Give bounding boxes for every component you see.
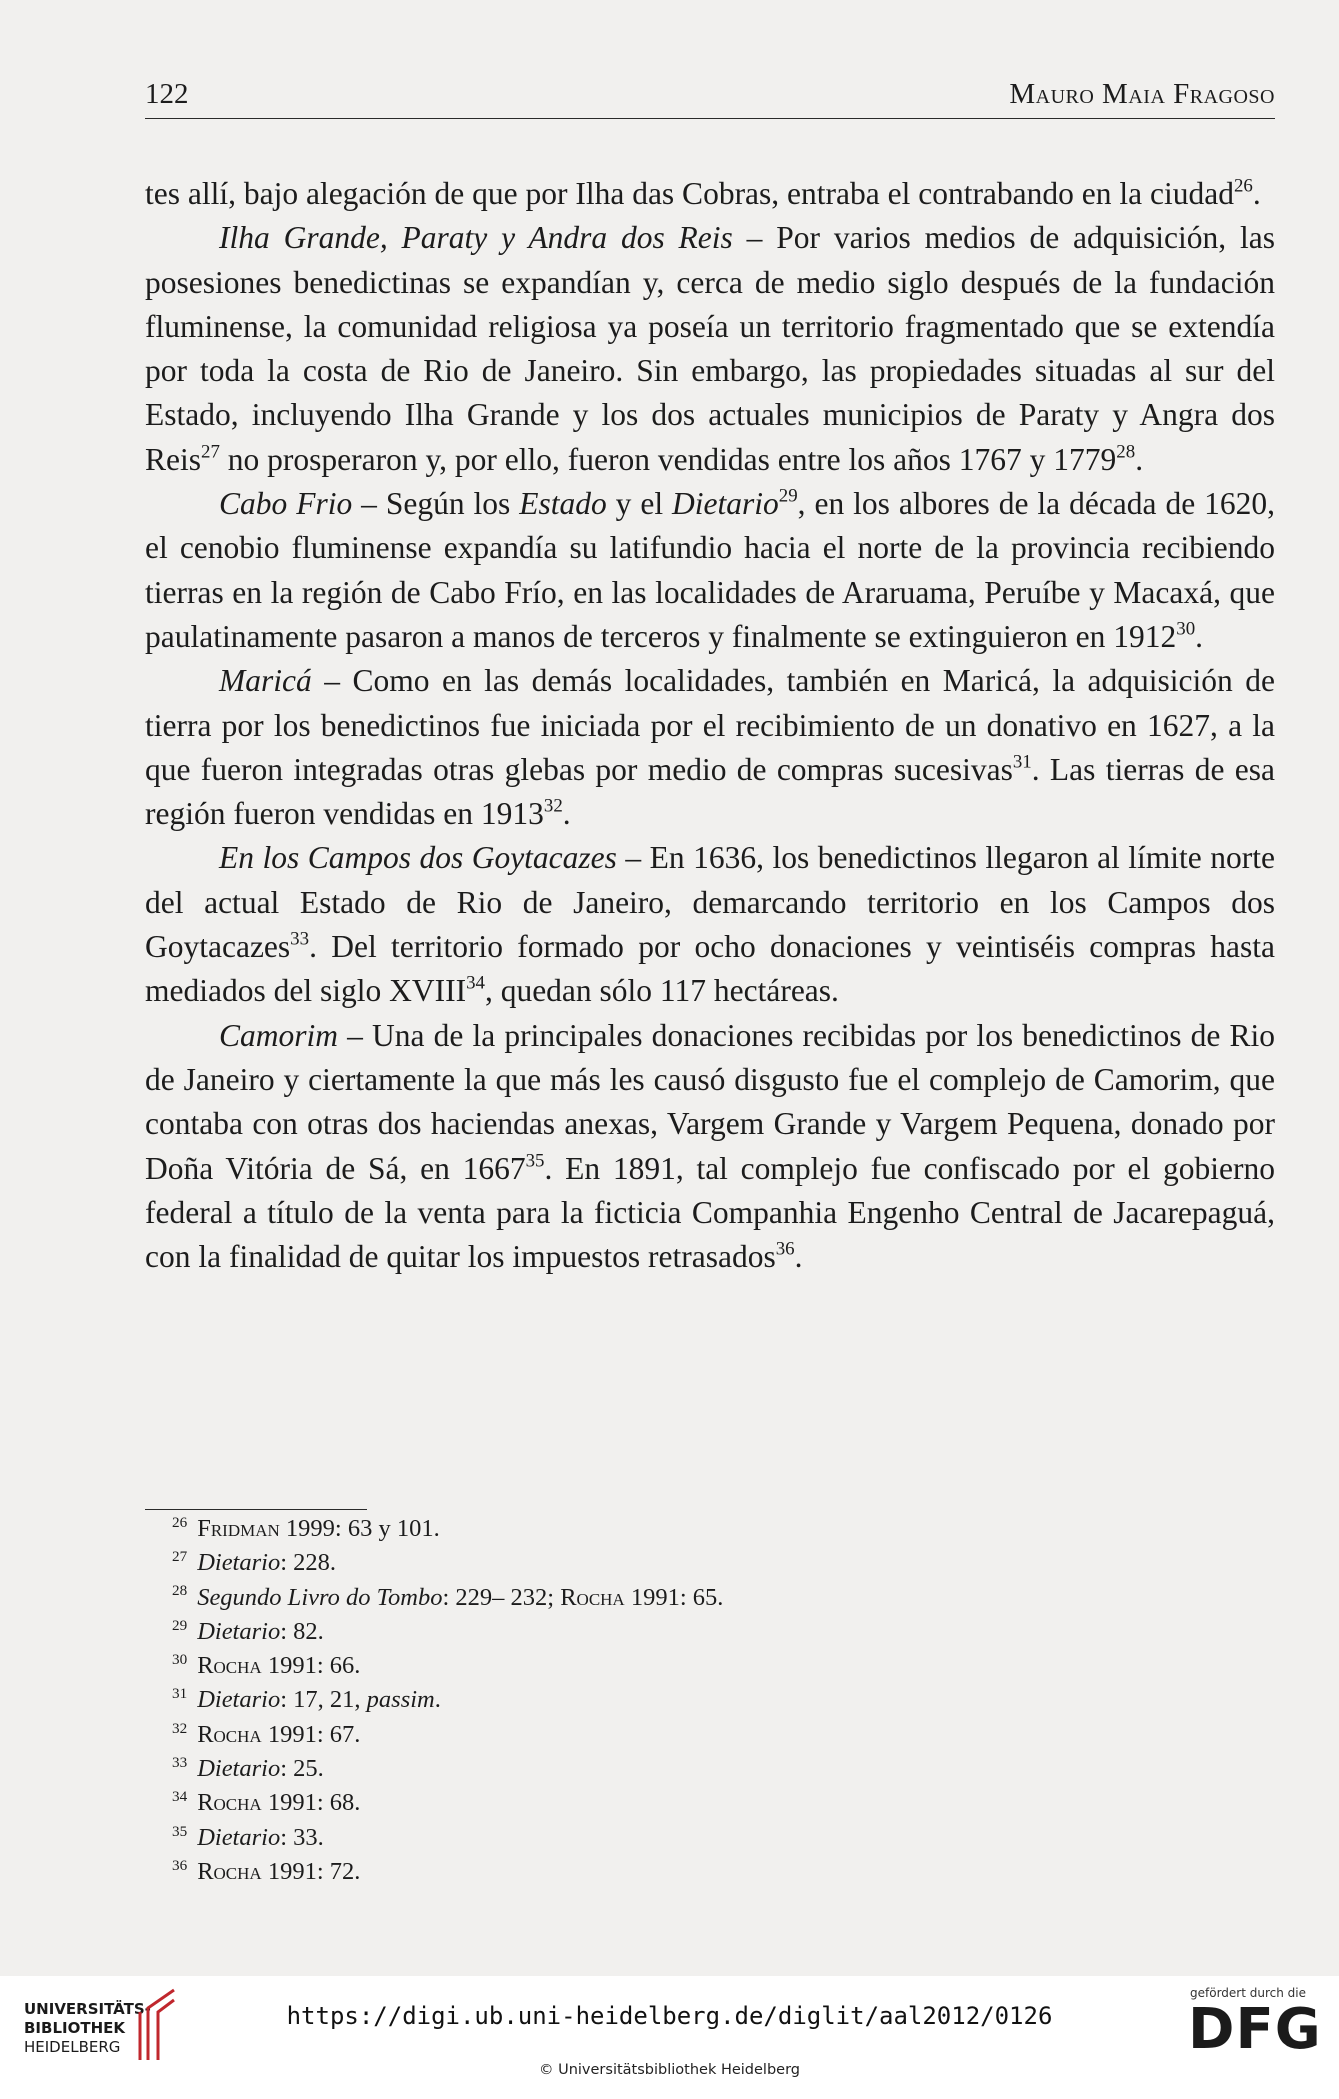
section-lead: Ilha Grande, Paraty y Andra dos Reis (219, 220, 733, 256)
text-run: . (1135, 441, 1144, 477)
italic-title: Dietario (672, 486, 779, 522)
library-name-line: BIBLIOTHEK (24, 2019, 125, 2037)
text-run: – Según los (352, 486, 520, 522)
footnote-text: : 17, 21, (280, 1686, 367, 1714)
text-run: . En 1891, tal complejo fue confiscado por el gobierno federal a título de la venta para la ficticia Companhia Engenho Central de Jacarepaguá, con la finalidad de quitar los impuestos retrasados (145, 1150, 1275, 1275)
footnote-source: Dietario (197, 1686, 281, 1714)
text-run: no prosperaron y, por ello, fueron vendidas entre los años 1767 y 1779 (219, 441, 1117, 477)
footnote-ref[interactable]: 29 (778, 485, 798, 507)
text-run: tes allí, bajo alegación de que por Ilha das Cobras, entraba el contrabando en la ciudad (145, 176, 1234, 211)
footnote-text: 1991: 68. (261, 1789, 361, 1817)
footnote-text: : 25. (280, 1755, 324, 1783)
library-name-line: HEIDELBERG (24, 2038, 121, 2056)
section-lead: Camorim (219, 1017, 339, 1053)
text-run: . (794, 1239, 803, 1275)
footnote-author: Fridman (197, 1515, 280, 1542)
footnote-ref[interactable]: 27 (201, 441, 220, 463)
running-head-author: Mauro Maia Fragoso (1009, 78, 1275, 110)
footnote (172, 1855, 1272, 1889)
footnote-number: 34 (172, 1788, 188, 1806)
text-run: , en los albores de la década de 1620, el cenobio fluminense expandía su latifundio hacia el norte de la provincia recibiendo tierras en la región de Cabo Frío, en las localidades de Araruama, Peruíbe y Macaxá, que paulatinamente pasaron a manos de terceros y finalmente se extinguieron en 1912 (145, 486, 1275, 654)
paragraph-goytacazes (145, 836, 1275, 1013)
footnote-source: Dietario (197, 1823, 281, 1851)
section-lead: Maricá (219, 663, 312, 699)
footnote-number: 29 (172, 1616, 188, 1634)
footnote-ref[interactable]: 33 (290, 928, 310, 950)
text-run: . (1195, 618, 1204, 654)
footnote-number: 27 (172, 1548, 188, 1566)
section-lead: En los Campos dos Goytacazes (219, 840, 617, 876)
footnote (172, 1649, 1272, 1683)
footnote-text: : 228. (280, 1549, 337, 1577)
footnote-number: 32 (172, 1719, 188, 1737)
digitization-footer (0, 1976, 1339, 2099)
footnote-text: 1999: 63 y 101. (279, 1515, 440, 1542)
library-name-line: UNIVERSITÄTS- (24, 2000, 151, 2018)
footnote-source: Dietario (197, 1755, 281, 1783)
footnote-number: 26 (172, 1513, 188, 1531)
text-run: – Una de la principales donaciones recibidas por los benedictinos de Rio de Janeiro y ciertamente la que más les causó disgusto fue el complejo de Camorim, que contaba con otras dos haciendas anexas, Vargem Grande y Vargem Pequena, donado por Doña Vitória de Sá, en 1667 (145, 1017, 1275, 1186)
funder-caption: gefördert durch die (1190, 1986, 1306, 2000)
footnote-text: . (434, 1686, 441, 1714)
footnote-text: : 82. (280, 1617, 324, 1645)
footnote-ref[interactable]: 30 (1176, 618, 1196, 640)
footnote-author: Rocha (197, 1720, 262, 1748)
footnote-ref[interactable]: 31 (1012, 751, 1032, 773)
copyright-notice: © Universitätsbibliothek Heidelberg (538, 2062, 800, 2078)
footnote-source: Dietario (197, 1617, 281, 1645)
text-run: – Por varios medios de adquisición, las posesiones benedictinas se expandían y, cerca de medio siglo después de la fundación fluminense, la comunidad religiosa ya poseía un territorio fragmentado que se extendía por toda la costa de Rio de Janeiro. Sin embargo, las propiedades situadas al sur del Estado, incluyendo Ilha Grande y los dos actuales municipios de Paraty y Angra dos Reis (145, 220, 1275, 477)
footnote (172, 1786, 1272, 1820)
footnote-ref[interactable]: 36 (775, 1238, 795, 1260)
footnote-ref[interactable]: 35 (525, 1150, 545, 1172)
footnote-source: Segundo Livro do Tombo (197, 1583, 443, 1611)
footnote (172, 1581, 1272, 1615)
dfg-logo[interactable]: DFG (1188, 1997, 1322, 2062)
footnote-text: : 33. (280, 1823, 324, 1851)
footnote-ref[interactable]: 26 (1233, 175, 1253, 197)
paragraph-1 (145, 172, 1275, 216)
footnote-number: 31 (172, 1685, 188, 1703)
footnote-text: 1991: 65. (624, 1583, 724, 1611)
paragraph-camorim (145, 1014, 1275, 1280)
footnote-text: 1991: 67. (261, 1720, 361, 1748)
text-run: . (1252, 176, 1261, 211)
footnote-number: 35 (172, 1822, 188, 1840)
footnote-author: Rocha (197, 1789, 262, 1817)
text-run: , quedan sólo 117 hectáreas. (484, 973, 839, 1009)
footnote-ref[interactable]: 28 (1116, 441, 1136, 463)
footnote (172, 1683, 1272, 1717)
page-number: 122 (145, 78, 189, 110)
paragraph-marica (145, 659, 1275, 836)
text-run: – En 1636, los benedictinos llegaron al límite norte del actual Estado de Rio de Janeiro, demarcando territorio en los Campos dos Goytacazes (145, 840, 1275, 965)
footnotes (172, 1512, 1272, 1889)
footnote (172, 1821, 1272, 1855)
footnote-author: Rocha (197, 1652, 262, 1680)
footnote (172, 1752, 1272, 1786)
footnote-text: 1991: 72. (261, 1857, 361, 1885)
footnote (172, 1512, 1272, 1546)
running-header (145, 78, 1275, 119)
footnote (172, 1546, 1272, 1580)
footnote (172, 1718, 1272, 1752)
italic-title: Estado (519, 486, 607, 522)
footnote-divider (145, 1509, 367, 1510)
footnote-ref[interactable]: 32 (543, 795, 563, 817)
text-run: . Del territorio formado por ocho donaciones y veintiséis compras hasta mediados del siglo XVIII (145, 929, 1275, 1009)
section-lead: Cabo Frio (219, 486, 353, 522)
paragraph-cabo-frio (145, 482, 1275, 659)
footnote-number: 30 (172, 1651, 188, 1669)
footnote-text: 1991: 66. (261, 1652, 361, 1680)
footnote-source: Dietario (197, 1549, 281, 1577)
footnote (172, 1615, 1272, 1649)
footnote-author: Rocha (197, 1857, 262, 1885)
footnote-number: 28 (172, 1582, 188, 1600)
footnote-text: : 229– 232; (442, 1583, 561, 1611)
text-run: . (562, 796, 571, 832)
permalink-url[interactable]: https://digi.ub.uni-heidelberg.de/diglit/aal2012/0126 (286, 2002, 1053, 2030)
body-text (145, 172, 1275, 1279)
footnote-number: 33 (172, 1753, 188, 1771)
text-run: . Las tierras de esa región fueron vendidas en 1913 (145, 751, 1275, 832)
text-run: y el (606, 486, 673, 522)
footnote-author: Rocha (560, 1583, 625, 1611)
footnote-passim: passim (366, 1686, 435, 1714)
footnote-ref[interactable]: 34 (466, 973, 485, 995)
paragraph-ilha-grande (145, 216, 1275, 482)
text-run: – Como en las demás localidades, también en Maricá, la adquisición de tierra por los benedictinos fue iniciada por el recibimiento de un donativo en 1627, a la que fueron integradas otras glebas por medio de compras sucesivas (145, 663, 1275, 787)
footnote-number: 36 (172, 1856, 188, 1874)
